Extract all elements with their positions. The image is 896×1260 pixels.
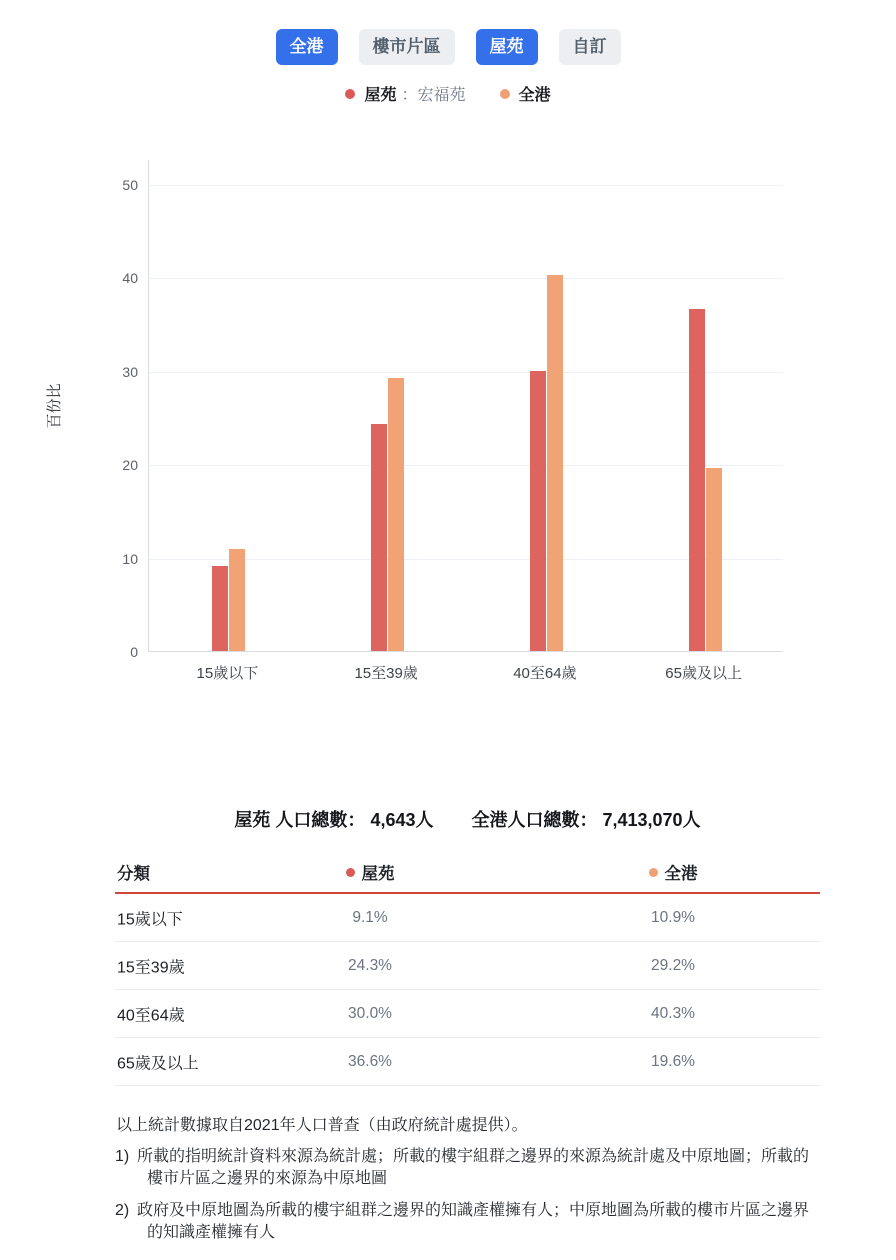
estate-legend-dot-icon: [345, 89, 355, 99]
legend-hk-label: 全港: [518, 87, 551, 104]
row-estate-value: 24.3%: [348, 956, 392, 974]
table-row-1: [115, 942, 820, 990]
table-row-3: [115, 1038, 820, 1086]
row-estate-value: 30.0%: [348, 1004, 392, 1022]
statistics-table: [115, 852, 820, 1086]
hk-total: 全港人口總數： 7,413,070人: [471, 810, 701, 830]
bar-estate-3: [689, 309, 705, 651]
view-filter-buttons: [0, 29, 896, 65]
row-category: 15至39歲: [117, 959, 185, 976]
footnote-number: 1): [115, 1148, 130, 1165]
estate-total: 屋苑 人口總數： 4,643人: [234, 810, 434, 830]
header-category: 分類: [117, 865, 150, 883]
row-category: 15歲以下: [117, 911, 183, 928]
row-estate-value: 36.6%: [348, 1052, 392, 1070]
y-tick-label-20: 20: [122, 457, 138, 474]
row-category: 40至64歲: [117, 1007, 185, 1024]
bar-estate-2: [530, 371, 546, 651]
y-tick-label-0: 0: [130, 644, 138, 660]
y-tick-label-10: 10: [122, 550, 138, 567]
legend-item-estate: [345, 82, 465, 105]
chart-legend: [0, 82, 896, 105]
footnote-number: 2): [115, 1202, 130, 1219]
y-tick-label-30: 30: [122, 363, 138, 380]
x-tick-label-3: 65歲及以上: [665, 665, 742, 682]
filter-button-market-district[interactable]: 樓市片區: [359, 29, 455, 65]
y-tick-label-50: 50: [122, 177, 138, 193]
filter-button-custom[interactable]: 自訂: [559, 29, 621, 65]
hk-dot-icon: [649, 868, 658, 877]
row-estate-value: 9.1%: [352, 908, 388, 926]
table-header-row: [115, 852, 820, 894]
bar-hk-3: [706, 468, 722, 651]
row-category: 65歲及以上: [117, 1055, 199, 1072]
footnote-2: [115, 1200, 817, 1244]
row-hk-value: 29.2%: [651, 956, 695, 974]
gridline-40: [149, 278, 783, 279]
x-tick-label-0: 15歲以下: [196, 665, 259, 682]
hk-legend-dot-icon: [500, 89, 510, 99]
x-tick-label-1: 15至39歲: [354, 665, 418, 682]
header-hk: 全港: [558, 860, 788, 884]
estate-dot-icon: [346, 868, 355, 877]
footnote-text: 政府及中原地圖為所載的樓宇組群之邊界的知識產權擁有人；中原地圖為所載的樓市片區之邊界的知識產權擁有人: [137, 1202, 810, 1241]
population-totals: [115, 806, 820, 832]
footnote-text: 所載的指明統計資料來源為統計處；所載的樓宇組群之邊界的來源為統計處及中原地圖；所載的樓市片區之邊界的來源為中原地圖: [137, 1148, 810, 1187]
bar-hk-2: [547, 275, 563, 651]
filter-button-estate[interactable]: 屋苑: [476, 29, 538, 65]
bar-estate-1: [371, 424, 387, 651]
x-tick-label-2: 40至64歲: [513, 665, 577, 682]
legend-estate-name: ：宏福苑: [401, 87, 466, 104]
header-estate: 屋苑: [265, 860, 475, 884]
table-row-0: [115, 894, 820, 942]
filter-button-all-hk[interactable]: 全港: [276, 29, 338, 65]
y-axis-title: 百份比: [46, 383, 63, 429]
gridline-50: [149, 185, 783, 186]
table-body: [115, 894, 820, 1086]
plot-area: [148, 160, 783, 652]
table-row-2: [115, 990, 820, 1038]
legend-item-hk: [500, 82, 551, 105]
bar-hk-0: [229, 549, 245, 651]
legend-estate-label: 屋苑: [364, 87, 397, 104]
y-tick-label-40: 40: [122, 270, 138, 287]
row-hk-value: 40.3%: [651, 1004, 695, 1022]
data-source-note: 以上統計數據取自2021年人口普查（由政府統計處提供）。: [116, 1117, 528, 1134]
bar-estate-0: [212, 566, 228, 651]
bar-hk-1: [388, 378, 404, 651]
footnote-1: [115, 1146, 817, 1190]
row-hk-value: 19.6%: [651, 1052, 695, 1070]
row-hk-value: 10.9%: [651, 908, 695, 926]
